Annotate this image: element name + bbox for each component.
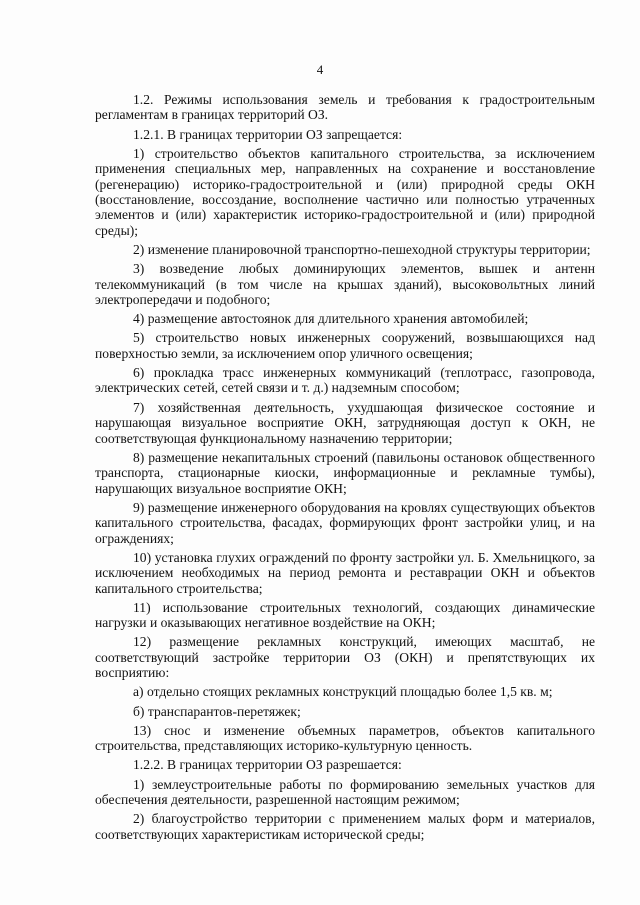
paragraph: 2) изменение планировочной транспортно-пешеходной структуры территории; (133, 242, 591, 258)
paragraph: 5) строительство новых инженерных сооружений, возвышающихся над поверхностью земли, за исключением опор уличного освещения; (95, 330, 595, 361)
paragraph: 3) возведение любых доминирующих элементов, вышек и антенн телекоммуникаций (в том числе на крышах зданий), высоковольтных линий электропередачи и подобного; (95, 261, 595, 308)
paragraph: а) отдельно стоящих рекламных конструкций площадью более 1,5 кв. м; (133, 684, 553, 700)
paragraph: 12) размещение рекламных конструкций, имеющих масштаб, не соответствующий застройке территории ОЗ (ОКН) и препятствующих их восприятию: (95, 634, 595, 681)
page-number: 4 (316, 62, 324, 77)
paragraph: 11) использование строительных технологий, создающих динамические нагрузки и оказывающих негативное воздействие на ОКН; (95, 599, 595, 631)
paragraph: 8) размещение некапитальных строений (павильоны остановок общественного транспорта, стационарные киоски, информационные и рекламные тумбы), нарушающих визуальное восприятие ОКН; (95, 449, 595, 496)
paragraph: 2) благоустройство территории с применением малых форм и материалов, соответствующих характеристикам исторической среды; (95, 811, 595, 842)
paragraph: 1) строительство объектов капитального строительства, за исключением применения специальных мер, направленных на сохранение и восстановление (регенерацию) историко-градостроительной и (или) природной среды ОКН (восстановление, воссоздание, восполнение частично или полностью утраченных элементов и (или) характеристик историко-градостроительной и (или) природной среды); (95, 145, 595, 238)
paragraph: 10) установка глухих ограждений по фронту застройки ул. Б. Хмельницкого, за исключением необходимых на период ремонта и реставрации ОКН и объектов капитального строительства; (95, 549, 595, 596)
paragraph: 1.2. Режимы использования земель и требования к градостроительным регламентам в границах территорий ОЗ. (95, 92, 595, 123)
paragraph: 7) хозяйственная деятельность, ухудшающая физическое состояние и нарушающая визуальное восприятие ОКН, затрудняющая доступ к ОКН, не соответствующая функциональному назначению территории; (95, 399, 595, 446)
paragraph: 1) землеустроительные работы по формированию земельных участков для обеспечения деятельности, разрешенной настоящим режимом; (95, 776, 595, 807)
paragraph: 4) размещение автостоянок для длительного хранения автомобилей; (133, 311, 529, 327)
paragraph: 1.2.1. В границах территории ОЗ запрещается: (133, 126, 403, 142)
document-body (95, 92, 595, 846)
paragraph: б) транспарантов-перетяжек; (133, 703, 301, 719)
paragraph: 13) снос и изменение объемных параметров, объектов капитального строительства, представляющих историко-культурную ценность. (95, 722, 595, 754)
paragraph: 6) прокладка трасс инженерных коммуникаций (теплотрасс, газопровода, электрических сетей, сетей связи и т. д.) надземным способом; (95, 365, 595, 396)
paragraph: 1.2.2. В границах территории ОЗ разрешается: (133, 757, 402, 773)
paragraph: 9) размещение инженерного оборудования на кровлях существующих объектов капитального строительства, фасадах, формирующих фронт застройки улиц, и на ограждениях; (95, 499, 595, 546)
